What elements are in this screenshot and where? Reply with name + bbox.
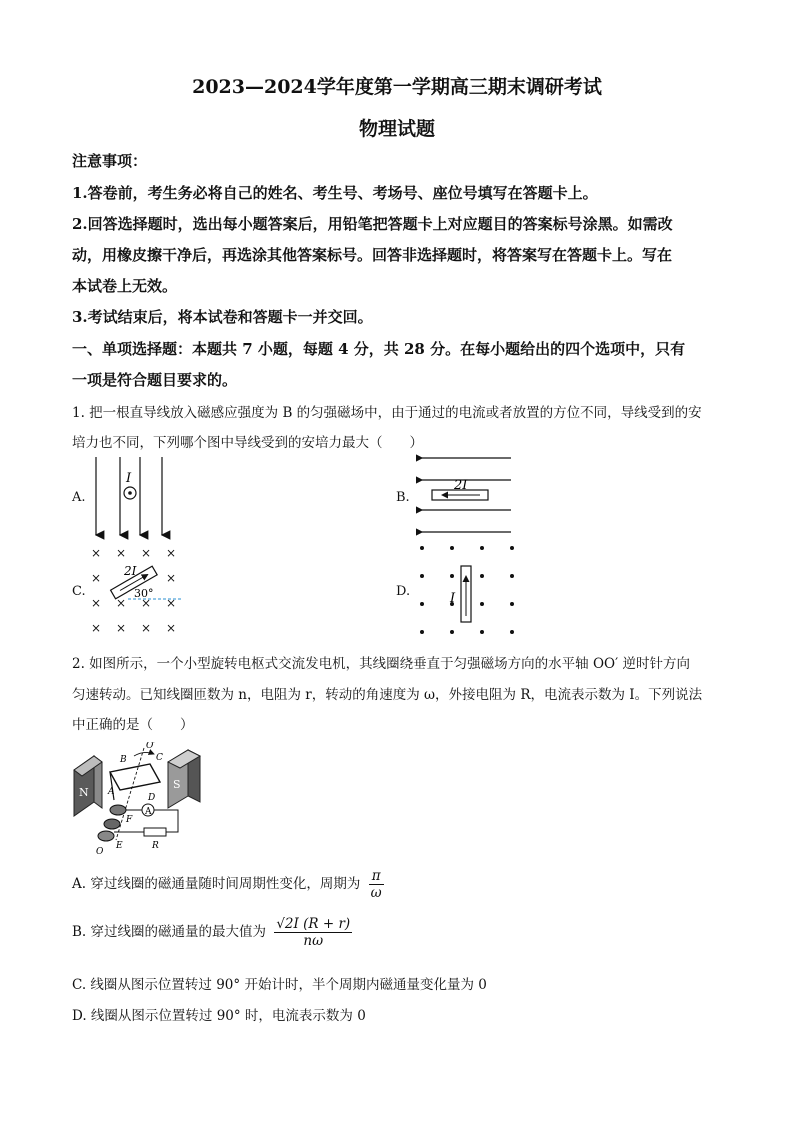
q2-option-b-denominator: nω	[303, 933, 324, 949]
question-2-stem-line-1: 2. 如图所示，一个小型旋转电枢式交流发电机，其线圈绕垂直于匀强磁场方向的水平轴 OO′ 逆时针方向	[72, 656, 690, 672]
q2-option-b-fraction	[274, 916, 352, 949]
notes-item-2-line-3: 本试卷上无效。	[72, 277, 178, 295]
q1-option-c-label: C.	[72, 584, 86, 599]
q1-figure-c	[88, 543, 188, 638]
ammeter-label: A	[145, 807, 152, 817]
brush-f-label: F	[126, 815, 133, 825]
svg-text:×: ×	[140, 596, 152, 610]
svg-text:×: ×	[90, 571, 102, 585]
question-2-stem-line-3: 中正确的是（ ）	[72, 717, 194, 733]
notes-item-1: 1.答卷前，考生务必将自己的姓名、考生号、考场号、座位号填写在答题卡上。	[72, 184, 598, 202]
page-subtitle: 物理试题	[358, 118, 435, 140]
question-1-stem-line-2: 培力也不同，下列哪个图中导线受到的安培力最大（ ）	[72, 435, 423, 451]
q1-figure-d	[414, 538, 519, 638]
fig-b-current-label: 2I	[454, 478, 468, 493]
coil-d-label: D	[148, 793, 156, 803]
fig-c-current-label: 2I	[124, 564, 137, 578]
svg-text:×: ×	[165, 621, 177, 635]
notes-item-2-line-2: 动，用橡皮擦干净后，再选涂其他答案标号。回答非选择题时，将答案写在答题卡上。写在	[72, 246, 673, 264]
svg-text:×: ×	[140, 621, 152, 635]
svg-text:×: ×	[115, 546, 127, 560]
q1-option-a-label: A.	[72, 490, 86, 505]
svg-text:×: ×	[90, 546, 102, 560]
q1-figure-a	[88, 455, 178, 541]
q2-generator-figure	[70, 742, 210, 860]
section-heading-line-1: 一、单项选择题：本题共 7 小题，每题 4 分，共 28 分。在每小题给出的四个选项中，只有	[72, 340, 686, 358]
notes-heading: 注意事项：	[72, 152, 148, 170]
fig-a-current-label: I	[126, 471, 132, 486]
question-1-stem-line-1: 1. 把一根直导线放入磁感应强度为 B 的匀强磁场中，由于通过的电流或者放置的方位不同，导线受到的安	[72, 405, 702, 421]
fig-d-current-label: I	[450, 591, 456, 606]
q2-option-a-numerator: π	[369, 868, 384, 885]
q1-option-b-label: B.	[396, 490, 410, 505]
svg-text:×: ×	[115, 596, 127, 610]
svg-text:×: ×	[165, 571, 177, 585]
q2-option-a-text: A. 穿过线圈的磁通量随时间周期性变化，周期为	[72, 876, 361, 892]
q1-figure-b	[416, 450, 516, 545]
svg-text:×: ×	[90, 596, 102, 610]
q2-option-b-text: B. 穿过线圈的磁通量的最大值为	[72, 924, 267, 940]
page-title: 2023—2024学年度第一学期高三期末调研考试	[192, 76, 602, 98]
coil-b-label: B	[120, 755, 127, 765]
notes-item-2-line-1: 2.回答选择题时，选出每小题答案后，用铅笔把答题卡上对应题目的答案标号涂黑。如需改	[72, 215, 673, 233]
magnet-s-label: S	[173, 778, 181, 791]
svg-text:×: ×	[165, 596, 177, 610]
q2-option-a-fraction	[369, 868, 384, 901]
magnet-n-label: N	[79, 786, 89, 799]
section-heading-line-2: 一项是符合题目要求的。	[72, 371, 238, 389]
q2-option-b	[72, 916, 352, 949]
coil-c-label: C	[156, 753, 163, 763]
svg-text:×: ×	[165, 546, 177, 560]
q1-option-d-label: D.	[396, 584, 411, 599]
svg-text:×: ×	[140, 546, 152, 560]
axis-o-prime-label: O′	[146, 742, 156, 751]
q2-option-c: C. 线圈从图示位置转过 90° 开始计时，半个周期内磁通量变化量为 0	[72, 977, 487, 993]
q2-option-d: D. 线圈从图示位置转过 90° 时，电流表示数为 0	[72, 1008, 366, 1024]
fig-c-angle-label: 30°	[134, 587, 154, 600]
coil-a-label: A	[108, 787, 115, 797]
axis-o-label: O	[96, 847, 104, 857]
resistor-r-label: R	[152, 841, 159, 851]
q2-option-b-numerator: √2I (R + r)	[276, 916, 351, 932]
q2-option-a-denominator: ω	[370, 885, 382, 901]
q2-option-a	[72, 868, 384, 901]
notes-item-3: 3.考试结束后，将本试卷和答题卡一并交回。	[72, 308, 373, 326]
question-2-stem-line-2: 匀速转动。已知线圈匝数为 n，电阻为 r，转动的角速度为 ω，外接电阻为 R，电流表示数为 I。下列说法	[72, 687, 703, 703]
svg-text:×: ×	[90, 621, 102, 635]
brush-e-label: E	[116, 841, 123, 851]
svg-text:×: ×	[115, 621, 127, 635]
